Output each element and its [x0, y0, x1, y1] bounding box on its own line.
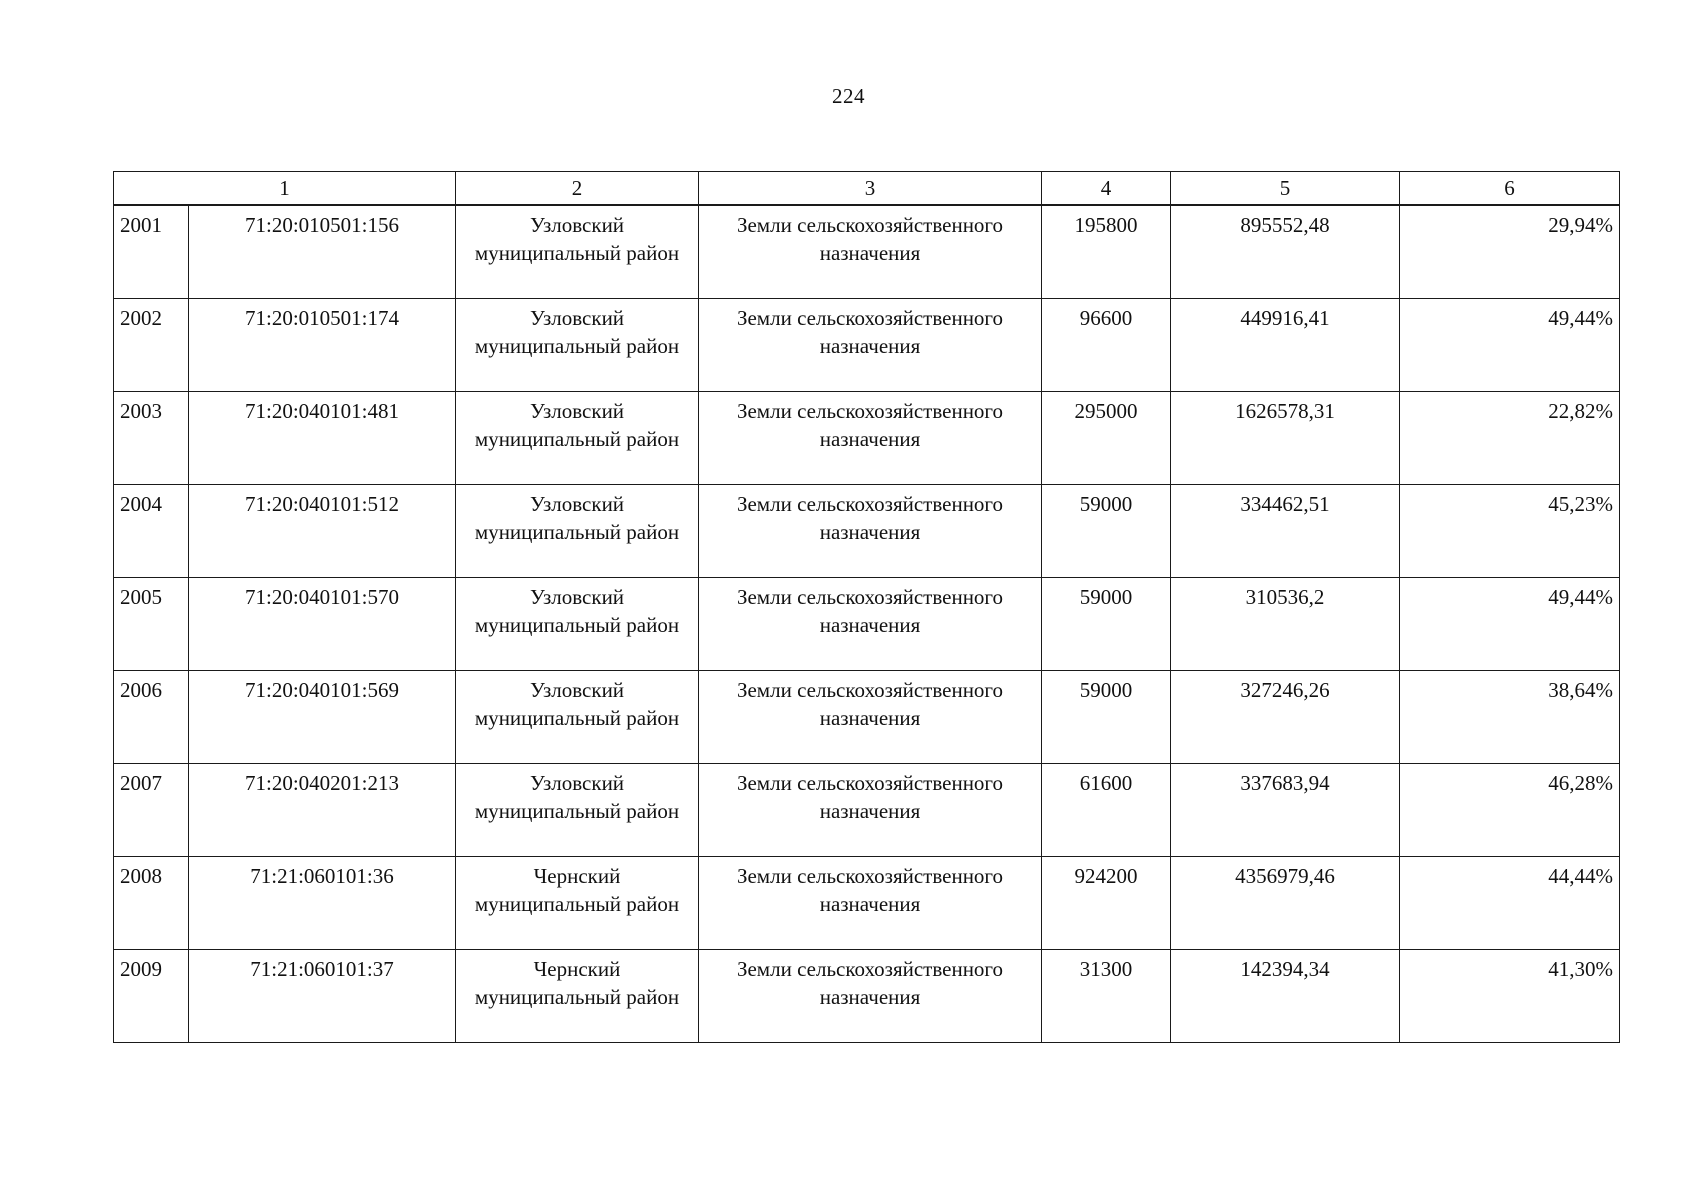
area: 59000	[1042, 670, 1171, 763]
page-number: 224	[832, 84, 865, 108]
land-category: Земли сельскохозяйственного назначения	[699, 205, 1042, 298]
area: 59000	[1042, 484, 1171, 577]
table-row	[114, 763, 1620, 856]
area: 96600	[1042, 298, 1171, 391]
district: Узловский муниципальный район	[456, 484, 699, 577]
area: 59000	[1042, 577, 1171, 670]
column-header: 5	[1171, 172, 1400, 206]
area: 295000	[1042, 391, 1171, 484]
percent: 49,44%	[1400, 577, 1620, 670]
percent: 22,82%	[1400, 391, 1620, 484]
area: 31300	[1042, 949, 1171, 1042]
row-number: 2009	[114, 949, 189, 1042]
land-category: Земли сельскохозяйственного назначения	[699, 949, 1042, 1042]
table-row	[114, 949, 1620, 1042]
row-number: 2003	[114, 391, 189, 484]
cadastral-number: 71:20:010501:156	[189, 205, 456, 298]
cadastral-number: 71:20:040101:569	[189, 670, 456, 763]
land-category: Земли сельскохозяйственного назначения	[699, 391, 1042, 484]
cadastral-number: 71:20:040101:481	[189, 391, 456, 484]
row-number: 2007	[114, 763, 189, 856]
column-header: 6	[1400, 172, 1620, 206]
percent: 44,44%	[1400, 856, 1620, 949]
table-row	[114, 670, 1620, 763]
percent: 45,23%	[1400, 484, 1620, 577]
cadastral-value: 4356979,46	[1171, 856, 1400, 949]
cadastral-number: 71:20:040101:512	[189, 484, 456, 577]
area: 61600	[1042, 763, 1171, 856]
cadastral-value: 895552,48	[1171, 205, 1400, 298]
district: Узловский муниципальный район	[456, 577, 699, 670]
table-row	[114, 577, 1620, 670]
table-row	[114, 484, 1620, 577]
cadastral-value: 337683,94	[1171, 763, 1400, 856]
cadastral-value: 334462,51	[1171, 484, 1400, 577]
land-category: Земли сельскохозяйственного назначения	[699, 670, 1042, 763]
cadastral-number: 71:20:040101:570	[189, 577, 456, 670]
table-row	[114, 298, 1620, 391]
cadastral-value: 142394,34	[1171, 949, 1400, 1042]
row-number: 2006	[114, 670, 189, 763]
column-header: 1	[114, 172, 456, 206]
land-category: Земли сельскохозяйственного назначения	[699, 856, 1042, 949]
percent: 29,94%	[1400, 205, 1620, 298]
percent: 41,30%	[1400, 949, 1620, 1042]
table-row	[114, 391, 1620, 484]
cadastral-number: 71:21:060101:36	[189, 856, 456, 949]
cadastral-value: 1626578,31	[1171, 391, 1400, 484]
percent: 46,28%	[1400, 763, 1620, 856]
district: Узловский муниципальный район	[456, 205, 699, 298]
district: Чернский муниципальный район	[456, 856, 699, 949]
area: 195800	[1042, 205, 1171, 298]
cadastral-value: 327246,26	[1171, 670, 1400, 763]
column-header: 2	[456, 172, 699, 206]
cadastral-value: 449916,41	[1171, 298, 1400, 391]
land-category: Земли сельскохозяйственного назначения	[699, 298, 1042, 391]
column-number-header-row	[114, 172, 1620, 206]
row-number: 2001	[114, 205, 189, 298]
table-row	[114, 856, 1620, 949]
district: Узловский муниципальный район	[456, 298, 699, 391]
land-plot-table	[113, 171, 1620, 1043]
area: 924200	[1042, 856, 1171, 949]
cadastral-number: 71:21:060101:37	[189, 949, 456, 1042]
table-body	[114, 205, 1620, 1042]
row-number: 2004	[114, 484, 189, 577]
district: Узловский муниципальный район	[456, 670, 699, 763]
column-header: 3	[699, 172, 1042, 206]
row-number: 2005	[114, 577, 189, 670]
percent: 38,64%	[1400, 670, 1620, 763]
land-category: Земли сельскохозяйственного назначения	[699, 763, 1042, 856]
district: Чернский муниципальный район	[456, 949, 699, 1042]
cadastral-value: 310536,2	[1171, 577, 1400, 670]
row-number: 2002	[114, 298, 189, 391]
percent: 49,44%	[1400, 298, 1620, 391]
row-number: 2008	[114, 856, 189, 949]
district: Узловский муниципальный район	[456, 391, 699, 484]
land-category: Земли сельскохозяйственного назначения	[699, 484, 1042, 577]
district: Узловский муниципальный район	[456, 763, 699, 856]
land-category: Земли сельскохозяйственного назначения	[699, 577, 1042, 670]
cadastral-number: 71:20:040201:213	[189, 763, 456, 856]
table-row	[114, 205, 1620, 298]
column-header: 4	[1042, 172, 1171, 206]
cadastral-number: 71:20:010501:174	[189, 298, 456, 391]
